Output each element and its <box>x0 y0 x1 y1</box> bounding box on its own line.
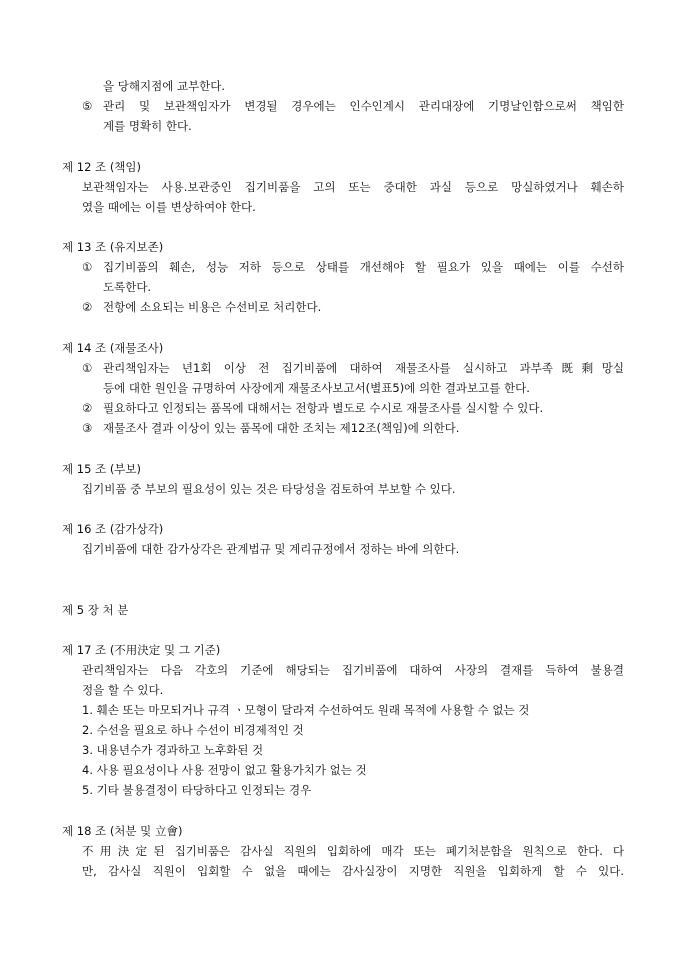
intro-item5-line2: 계를 명확히 한다. <box>103 119 192 133</box>
article-17-line2: 정을 할 수 있다. <box>82 683 164 697</box>
article-16-heading: 제 16 조 (감가상각) <box>62 522 164 536</box>
item-marker: ② <box>82 401 93 415</box>
item-marker: ① <box>82 361 93 375</box>
article-14-item1-line2: 등에 대한 원인을 규명하여 사장에게 재물조사보고서(별표5)에 의한 결과보고를 한다. <box>103 381 530 395</box>
article-13-item2-line1: 전항에 소요되는 비용은 수선비로 처리한다. <box>103 300 322 314</box>
list-item: 2. 수선을 필요로 하나 수선이 비경제적인 것 <box>82 723 304 737</box>
article-13-item1-line1: 집기비품의 훼손, 성능 저하 등으로 상태를 개선해야 할 필요가 있을 때에는 이를 수선하 <box>103 260 624 274</box>
article-18-line2: 만, 감사실 직원이 입회할 수 없을 때에는 감사실장이 지명한 직원을 입회하게 할 수 있다. <box>82 864 624 878</box>
intro-line: 을 당해지점에 교부한다. <box>103 79 226 93</box>
article-17-heading: 제 17 조 (不用決定 및 그 기준) <box>62 643 221 657</box>
list-item: 4. 사용 필요성이나 사용 전망이 없고 활용가치가 없는 것 <box>82 763 367 777</box>
article-13-heading: 제 13 조 (유지보존) <box>62 240 164 254</box>
article-12-line1: 보관책임자는 사용.보관중인 집기비품을 고의 또는 중대한 과실 등으로 망실하였거나 훼손하 <box>82 180 624 194</box>
article-13-item1-line2: 도록한다. <box>103 280 152 294</box>
article-12-line2: 였을 때에는 이를 변상하여야 한다. <box>82 200 256 214</box>
article-12-heading: 제 12 조 (책임) <box>62 160 142 174</box>
article-14-heading: 제 14 조 (재물조사) <box>62 341 164 355</box>
article-15-line1: 집기비품 중 부보의 필요성이 있는 것은 타당성을 검토하여 부보할 수 있다. <box>82 482 456 496</box>
item-marker: ① <box>82 260 93 274</box>
article-18-line1: 不用決定된 집기비품은 감사실 직원의 입회하에 매각 또는 폐기처분함을 원칙으로 한다. 다 <box>82 844 624 858</box>
list-item: 5. 기타 불용결정이 타당하다고 인정되는 경우 <box>82 783 312 797</box>
article-18-heading: 제 18 조 (처분 및 立會) <box>62 824 183 838</box>
article-14-item3-line1: 재물조사 결과 이상이 있는 품목에 대한 조치는 제12조(책임)에 의한다. <box>103 421 460 435</box>
chapter-5-heading: 제 5 장 처 분 <box>62 603 129 617</box>
article-14-item2-line1: 필요하다고 인정되는 품목에 대해서는 전항과 별도로 수시로 재물조사를 실시할 수 있다. <box>103 401 544 415</box>
article-14-item1-line1: 관리책임자는 년1회 이상 전 집기비품에 대하여 재물조사를 실시하고 과부족既剩망실 <box>103 361 624 375</box>
list-item: 3. 내용년수가 경과하고 노후화된 것 <box>82 743 264 757</box>
item-marker: ② <box>82 300 93 314</box>
item-marker: ⑤ <box>82 99 93 113</box>
intro-item5-line1: 관리 및 보관책임자가 변경될 경우에는 인수인계시 관리대장에 기명날인함으로써 책임한 <box>103 99 624 113</box>
article-15-heading: 제 15 조 (부보) <box>62 462 142 476</box>
item-marker: ③ <box>82 421 93 435</box>
article-16-line1: 집기비품에 대한 감가상각은 관계법규 및 계리규정에서 정하는 바에 의한다. <box>82 542 460 556</box>
article-17-line1: 관리책임자는 다음 각호의 기준에 해당되는 집기비품에 대하여 사장의 결재를 득하여 불용결 <box>82 663 624 677</box>
list-item: 1. 훼손 또는 마모되거나 규격 ㆍ모형이 달라져 수선하여도 원래 목적에 사용할 수 없는 것 <box>82 703 530 717</box>
